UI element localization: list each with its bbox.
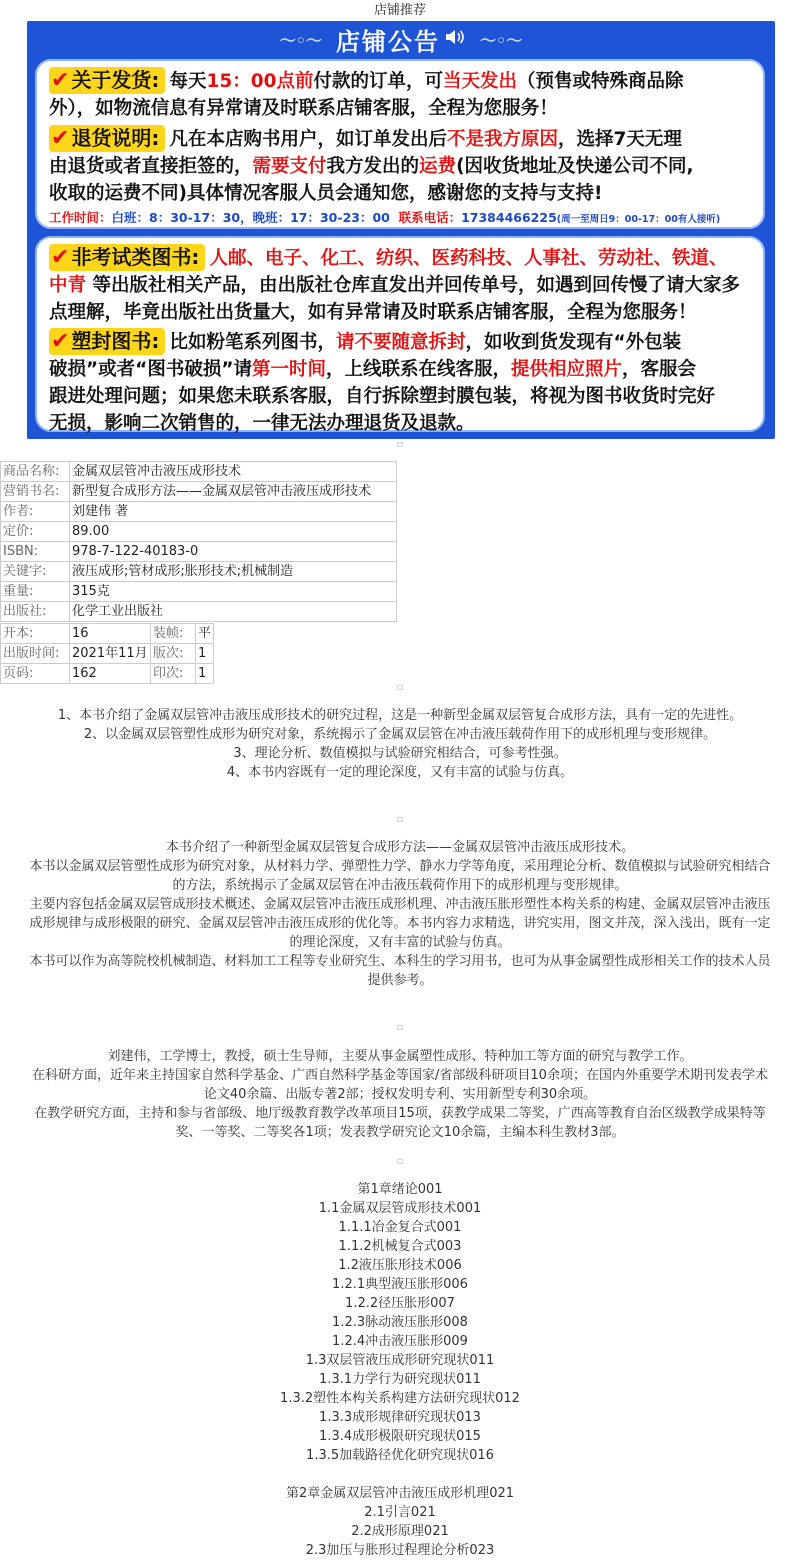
store-announcement-banner (27, 21, 775, 439)
publisher-sealed-panel (35, 236, 765, 432)
separator-dot: ▫ (396, 1156, 404, 1167)
product-info-row (1, 582, 397, 602)
toc-entry: 1.2液压胀形技术006 (338, 1258, 462, 1273)
author-line: 在科研方面，近年来主持国家自然科学基金、广西自然科学基金等国家/省部级科研项目10余项；在国内外重要学术期刊发表学术 (32, 1068, 768, 1083)
author-section (0, 1047, 800, 1142)
field-label: 页码: (1, 664, 70, 684)
intro-line: 本书可以作为高等院校机械制造、材料加工工程等专业研究生、本科生的学习用书，也可为从事金属塑性成形相关工作的技术人员 (29, 954, 771, 969)
field-label: 定价: (1, 522, 70, 542)
field-value: 液压成形;管材成形;胀形技术;机械制造 (70, 562, 397, 582)
non-exam-line-2: 中青 等出版社相关产品，由出版社仓库直发出并回传单号，如遇到回传慢了请大家多 (49, 275, 740, 296)
intro-line: 的理论深度，又有丰富的试验与仿真。 (289, 935, 511, 950)
toc-entry: 第2章金属双层管冲击液压成形机理021 (285, 1486, 515, 1501)
sealed-tag: ✔ 塑封图书: (49, 328, 165, 355)
product-info-table (0, 461, 397, 622)
non-exam-tag: ✔ 非考试类图书: (49, 244, 205, 271)
field-value: 315克 (70, 582, 397, 602)
shipping-line-2: 外），如物流信息有异常请及时联系店铺客服，全程为您服务！ (49, 98, 558, 119)
table-of-contents (0, 1180, 800, 1560)
product-spec-row (1, 664, 214, 684)
author-line: 刘建伟，工学博士，教授，硕士生导师，主要从事金属塑性成形、特种加工等方面的研究与教学工作。 (107, 1049, 693, 1064)
checkmark-icon: ✔ (51, 329, 70, 354)
separator-dot: ▫ (396, 814, 404, 825)
speaker-icon (444, 25, 466, 53)
toc-entry: 1.2.4冲击液压胀形009 (332, 1334, 468, 1349)
toc-entry: 1.3.3成形规律研究现状013 (319, 1410, 481, 1425)
features-section (0, 706, 800, 782)
field-value: 16 (70, 624, 151, 644)
work-hours-line: 工作时间：白班：8：30-17：30，晚班：17：30-23：00 联系电话：17384466225(周一至周日9：00-17：00有人接听) (49, 210, 721, 225)
field-value: 162 (70, 664, 151, 684)
product-info-row (1, 462, 397, 482)
separator-dot: ▫ (396, 682, 404, 693)
toc-entry: 1.2.3脉动液压胀形008 (332, 1315, 468, 1330)
product-info-row (1, 602, 397, 622)
intro-line: 的方法，系统揭示了金属双层管在冲击液压载荷作用下的成形机理与变形规律。 (172, 878, 628, 893)
field-label: 作者: (1, 502, 70, 522)
field-label: 重量: (1, 582, 70, 602)
separator-dot: ▫ (396, 439, 404, 450)
product-spec-table (0, 623, 214, 684)
returns-line-2: 由退货或者直接拒签的，需要支付我方发出的运费(因收货地址及快递公司不同, (49, 156, 694, 177)
author-line: 论文40余篇、出版专著2部；授权发明专利、实用新型专利30余项。 (203, 1087, 597, 1102)
field-value: 刘建伟 著 (70, 502, 397, 522)
non-exam-line-3: 点理解，毕竟出版社出货量大，如有异常请及时联系店铺客服，全程为您服务！ (49, 302, 697, 323)
field-value: 978-7-122-40183-0 (70, 542, 397, 562)
checkmark-icon: ✔ (51, 126, 70, 151)
toc-entry: 1.1.1冶金复合式001 (338, 1220, 462, 1235)
sealed-line-2: 破损”或者“图书破损”请第一时间，上线联系在线客服，提供相应照片，客服会 (49, 359, 697, 380)
non-exam-line-1: ✔ 非考试类图书: 人邮、电子、化工、纺织、医药科技、人事社、劳动社、铁道、 (51, 245, 728, 270)
field-label: 印次: (151, 664, 196, 684)
field-value: 1 (196, 664, 214, 684)
toc-entry: 2.3加压与胀形过程理论分析023 (305, 1543, 495, 1558)
toc-entry: 第1章绪论001 (357, 1182, 443, 1197)
field-value: 1 (196, 644, 214, 664)
wave-decoration-icon: 〜◦〜 (279, 30, 322, 50)
page-title: 店铺推荐 (373, 3, 426, 18)
toc-entry: 1.3.2塑性本构关系构建方法研究现状012 (280, 1391, 520, 1406)
toc-entry: 1.3.4成形极限研究现状015 (319, 1429, 481, 1444)
shipping-line-1: ✔ 关于发货: 每天15：00点前付款的订单，可当天发出（预售或特殊商品除 (51, 68, 684, 93)
field-value: 化学工业出版社 (70, 602, 397, 622)
intro-line: 主要内容包括金属双层管成形技术概述、金属双层管冲击液压成形机理、冲击液压胀形塑性本构关系的构建、金属双层管冲击液压 (29, 897, 771, 912)
product-spec-row (1, 644, 214, 664)
shipping-tag: ✔ 关于发货: (49, 67, 165, 94)
field-label: 关键字: (1, 562, 70, 582)
field-value: 89.00 (70, 522, 397, 542)
product-spec-row (1, 624, 214, 644)
toc-entry: 1.1金属双层管成形技术001 (318, 1201, 482, 1216)
toc-entry: 2.2成形原理021 (351, 1524, 449, 1539)
product-info-row (1, 562, 397, 582)
banner-title: 店铺公告 (336, 27, 440, 56)
returns-line-1: ✔ 退货说明: 凡在本店购书用户，如订单发出后不是我方原因，选择7天无理 (51, 126, 682, 151)
field-label: 营销书名: (1, 482, 70, 502)
toc-entry: 1.3.5加载路径优化研究现状016 (306, 1448, 494, 1463)
toc-entry: 1.3双层管液压成形研究现状011 (305, 1353, 495, 1368)
intro-section (0, 838, 800, 990)
returns-tag: ✔ 退货说明: (49, 125, 165, 152)
toc-entry (0, 1465, 800, 1484)
toc-entry: 1.1.2机械复合式003 (338, 1239, 462, 1254)
feature-line: 2、以金属双层管塑性成形为研究对象，系统揭示了金属双层管在冲击液压载荷作用下的成形机理与变形规律。 (83, 727, 717, 742)
intro-line: 成形规律与成形极限的研究、金属双层管冲击液压成形的优化等。本书内容力求精选，讲究实用，图文并茂，深入浅出，既有一定 (29, 916, 771, 931)
product-info-row (1, 502, 397, 522)
field-value: 平 (196, 624, 214, 644)
field-value: 金属双层管冲击液压成形技术 (70, 462, 397, 482)
feature-line: 1、本书介绍了金属双层管冲击液压成形技术的研究过程，这是一种新型金属双层管复合成形方法，具有一定的先进性。 (57, 708, 743, 723)
wave-decoration-icon: 〜◦〜 (480, 30, 523, 50)
sealed-line-1: ✔ 塑封图书: 比如粉笔系列图书，请不要随意拆封，如收到货发现有“外包装 (51, 329, 682, 354)
author-line: 奖、一等奖、二等奖各1项；发表教学研究论文10余篇，主编本科生教材3部。 (175, 1125, 625, 1140)
author-line: 在教学研究方面，主持和参与省部级、地厅级教育教学改革项目15项，获教学成果二等奖，广西高等教育自治区级教学成果特等 (34, 1106, 766, 1121)
returns-line-3: 收取的运费不同)具体情况客服人员会通知您，感谢您的支持与支持! (49, 183, 603, 204)
phone-number: 17384466225 (461, 210, 557, 225)
field-label: 商品名称: (1, 462, 70, 482)
toc-entry: 1.3.1力学行为研究现状011 (319, 1372, 481, 1387)
intro-line: 本书以金属双层管塑性成形为研究对象，从材料力学、弹塑性力学、静水力学等角度，采用理论分析、数值模拟与试验研究相结合 (29, 859, 771, 874)
feature-line: 4、本书内容既有一定的理论深度，又有丰富的试验与仿真。 (226, 765, 574, 780)
field-label: 出版时间: (1, 644, 70, 664)
sealed-line-3: 跟进处理问题；如果您未联系客服，自行拆除塑封膜包装，将视为图书收货时完好 (49, 386, 716, 407)
banner-heading (27, 21, 775, 57)
sealed-line-4: 无损，影响二次销售的，一律无法办理退货及退款。 (49, 413, 475, 434)
field-value: 新型复合成形方法——金属双层管冲击液压成形技术 (70, 482, 397, 502)
toc-entry: 1.2.1典型液压胀形006 (332, 1277, 468, 1292)
toc-entry: 1.2.2径压胀形007 (345, 1296, 455, 1311)
intro-line: 提供参考。 (367, 973, 433, 988)
field-label: 版次: (151, 644, 196, 664)
field-label: ISBN: (1, 542, 70, 562)
field-label: 出版社: (1, 602, 70, 622)
product-info-row (1, 542, 397, 562)
feature-line: 3、理论分析、数值模拟与试验研究相结合，可参考性强。 (233, 746, 567, 761)
shipping-returns-panel (35, 59, 765, 229)
field-label: 装帧: (151, 624, 196, 644)
intro-line: 本书介绍了一种新型金属双层管复合成形方法——金属双层管冲击液压成形技术。 (165, 840, 634, 855)
checkmark-icon: ✔ (51, 245, 70, 270)
checkmark-icon: ✔ (51, 68, 70, 93)
product-info-row (1, 522, 397, 542)
product-info-row (1, 482, 397, 502)
field-label: 开本: (1, 624, 70, 644)
field-value: 2021年11月 (70, 644, 151, 664)
toc-entry: 2.1引言021 (364, 1505, 436, 1520)
separator-dot: ▫ (396, 1022, 404, 1033)
